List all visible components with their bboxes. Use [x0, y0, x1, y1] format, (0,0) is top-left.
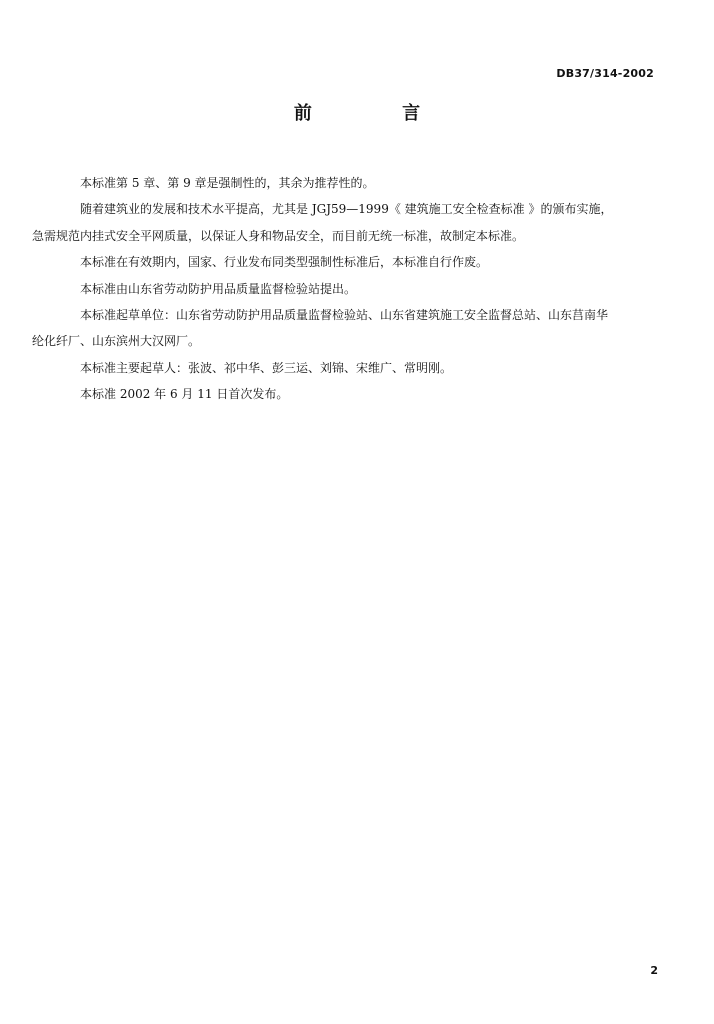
paragraph-drafters	[56, 355, 658, 381]
document-body	[32, 170, 658, 408]
paragraph-proposer	[56, 276, 658, 302]
text-line: 本标准由山东省劳动防护用品质量监督检验站提出。	[80, 281, 357, 296]
paragraph-background	[32, 196, 658, 249]
text-line: 随着建筑业的发展和技术水平提高，尤其是 JGJ59—1999《 建筑施工安全检查标准 》的颁布实施，	[80, 202, 613, 217]
page-title: 前 言	[293, 103, 463, 124]
text-line: 本标准主要起草人：张波、祁中华、彭三运、刘锦、宋维广、常明刚。	[80, 360, 453, 375]
text-line: 本标准在有效期内，国家、行业发布同类型强制性标准后，本标准自行作废。	[80, 255, 489, 270]
page-number: 2	[650, 964, 658, 977]
paragraph-validity	[56, 249, 658, 275]
text-line: 急需规范内挂式安全平网质量，以保证人身和物品安全，而目前无统一标准，故制定本标准。	[32, 228, 525, 243]
text-line: 本标准 2002 年 6 月 11 日首次发布。	[80, 387, 289, 402]
paragraph-mandatory-clauses	[56, 170, 658, 196]
text-line: 纶化纤厂、山东滨州大汉网厂。	[32, 334, 201, 349]
text-line: 本标准起草单位：山东省劳动防护用品质量监督检验站、山东省建筑施工安全监督总站、山东莒南华	[80, 308, 609, 323]
paragraph-drafting-units	[32, 302, 658, 355]
standard-code: DB37/314-2002	[556, 67, 654, 80]
paragraph-release-date	[56, 381, 658, 407]
text-line: 本标准第 5 章、第 9 章是强制性的，其余为推荐性的。	[80, 176, 375, 190]
